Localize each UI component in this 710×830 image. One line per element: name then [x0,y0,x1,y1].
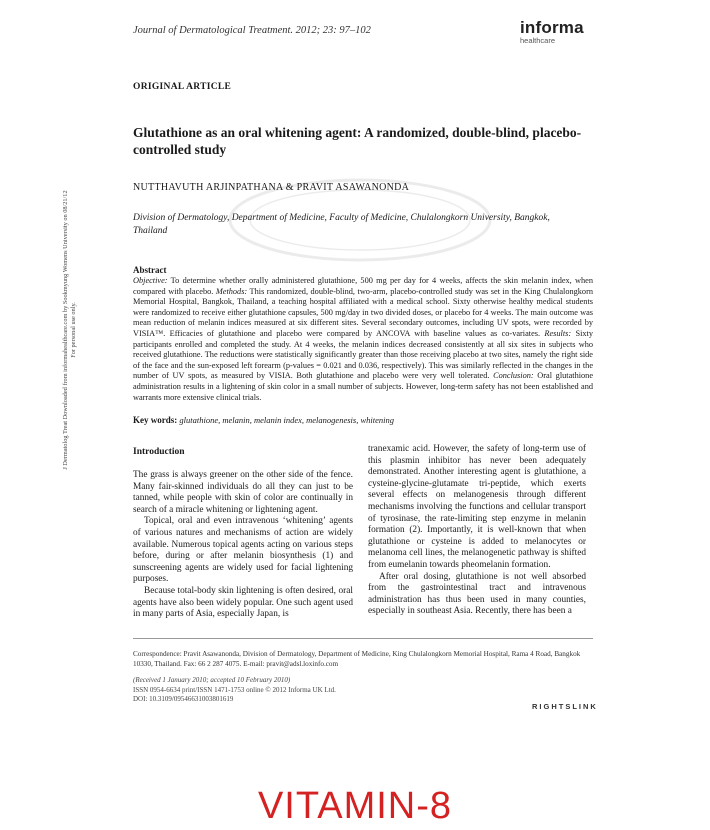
download-note-line-2: For personal use only. [70,302,77,358]
objective-text: To determine whether orally administered glutathione, 500 mg per day for 4 weeks, affects the skin melanin index, when compared with placebo. [133,276,593,296]
correspondence: Correspondence: Pravit Asawanonda, Division of Dermatology, Department of Medicine, King Chulalongkorn Memorial Hospital, Rama 4 Road, Bangkok 10330, Thailand. Fax: 66 2 287 4075. E-mail: pravit@adsl.loxinfo.com [133,650,581,668]
methods-label: Methods: [215,286,248,296]
article-type: ORIGINAL ARTICLE [133,82,232,92]
intro-paragraph-5: After oral dosing, glutathione is not well absorbed from the gastrointestinal tract and intravenous administration has thus been used in many counties, especially in southeast Asia. Recently, there has been a [368,571,586,617]
keywords [133,415,593,425]
introduction-heading: Introduction [133,447,185,457]
conclusion-text: Oral glutathione administration results in a lightening of skin color in a small number of subjects. However, long-term safety has not been established and warrants more extensive clinical trials. [133,371,593,402]
body-column-left [133,470,353,621]
received-dates: (Received 1 January 2010; accepted 10 February 2010) [133,676,291,684]
journal-citation: Journal of Dermatological Treatment. 2012; 23: 97–102 [133,25,371,36]
issn-doi [133,686,336,704]
publisher-logo [520,18,584,45]
keywords-text: glutathione, melanin, melanin index, melanogenesis, whitening [177,415,394,425]
methods-text: This randomized, double-blind, two-arm, placebo-controlled study was set in the King Chulalongkorn Memorial Hospital, Bangkok, Thailand, a teaching hospital affiliated with a medical school. Sixty otherwise healthy medical students were randomized to receive either glutathione capsules, 500 mg/day in two divided doses, or placebo for 4 weeks. The main outcome was mean reduction of melanin indices measured at six different sites. Several secondary outcomes, including UV spots, were recorded by VISIA™. Efficacies of glutathione and placebo were compared by ANCOVA with baseline values as co-variates. [133,286,593,338]
keywords-label: Key words: [133,415,178,425]
abstract-text [133,276,593,403]
footer-label: VITAMIN-8 [257,785,453,827]
footnote-divider [133,638,593,639]
intro-paragraph-4: tranexamic acid. However, the safety of long-term use of this plasmin inhibitor has never been adequately demonstrated. Another interesting agent is glutathione, a cysteine-glycine-glutamate tri-peptide, which exerts several effects on melanogenesis through different mechanisms involving the functions and cellular transport of tyrosinase, the rate-limiting step enzyme in melanin formation (2). Importantly, it is well-known that when glutathione or cysteine is added to melanocytes or melanoma cell lines, the melanogenetic pathway is shifted from eumelanin towards pheomelanin formation. [368,444,586,570]
issn: ISSN 0954-6634 print/ISSN 1471-1753 online © 2012 Informa UK Ltd. [133,686,336,694]
publisher-sub: healthcare [520,36,556,45]
intro-paragraph-2: Topical, oral and even intravenous ‘whitening’ agents of various natures and mechanisms of action are widely available. Numerous topical agents acting on various steps before, during or after melanin biosynthesis (1) and sunscreening agents are widely used for facial lightening purposes. [133,516,353,585]
body-column-right [368,444,586,618]
doi: DOI: 10.3109/09546631003801619 [133,695,234,703]
results-label: Results: [544,328,572,338]
download-note-line-1: J Dermatolog Treat Downloaded from informahealthcare.com by Sookmyung Womens University on 08/21/12 [62,190,69,470]
results-text: Sixty participants enrolled and completed the study. At 4 weeks, the melanin indices decreased consistently at all six sites in subjects who received glutathione. The reductions were statistically significantly greater than those receiving placebo at two sites, namely the right side of the face and the sun-exposed left forearm (p-values = 0.021 and 0.036, respectively). This was similarly reflected in the changes in the number of UV spots, as measured by VISIA. Both glutathione and placebo were very well tolerated. [133,328,593,381]
rightslink-logo: RIGHTSLINK [532,702,598,711]
affiliation: Division of Dermatology, Department of Medicine, Faculty of Medicine, Chulalongkorn University, Bangkok, Thailand [133,213,550,236]
publisher-name: informa [520,18,584,37]
download-note [62,190,78,469]
article-title: Glutathione as an oral whitening agent: A randomized, double-blind, placebo-controlled study [133,125,582,157]
abstract-heading: Abstract [133,265,167,275]
intro-paragraph-1: The grass is always greener on the other side of the fence. Many fair-skinned individuals do all they can just to be tanned, while people with skin of color are continually in search of a miracle whitening or lightening agent. [133,470,353,515]
authors: NUTTHAVUTH ARJINPATHANA & PRAVIT ASAWANONDA [133,182,410,193]
conclusion-label: Conclusion: [493,371,534,381]
objective-label: Objective: [133,276,168,285]
intro-paragraph-3: Because total-body skin lightening is often desired, oral agents have also been widely popular. One such agent used in many parts of Asia, especially Japan, is [133,585,353,620]
